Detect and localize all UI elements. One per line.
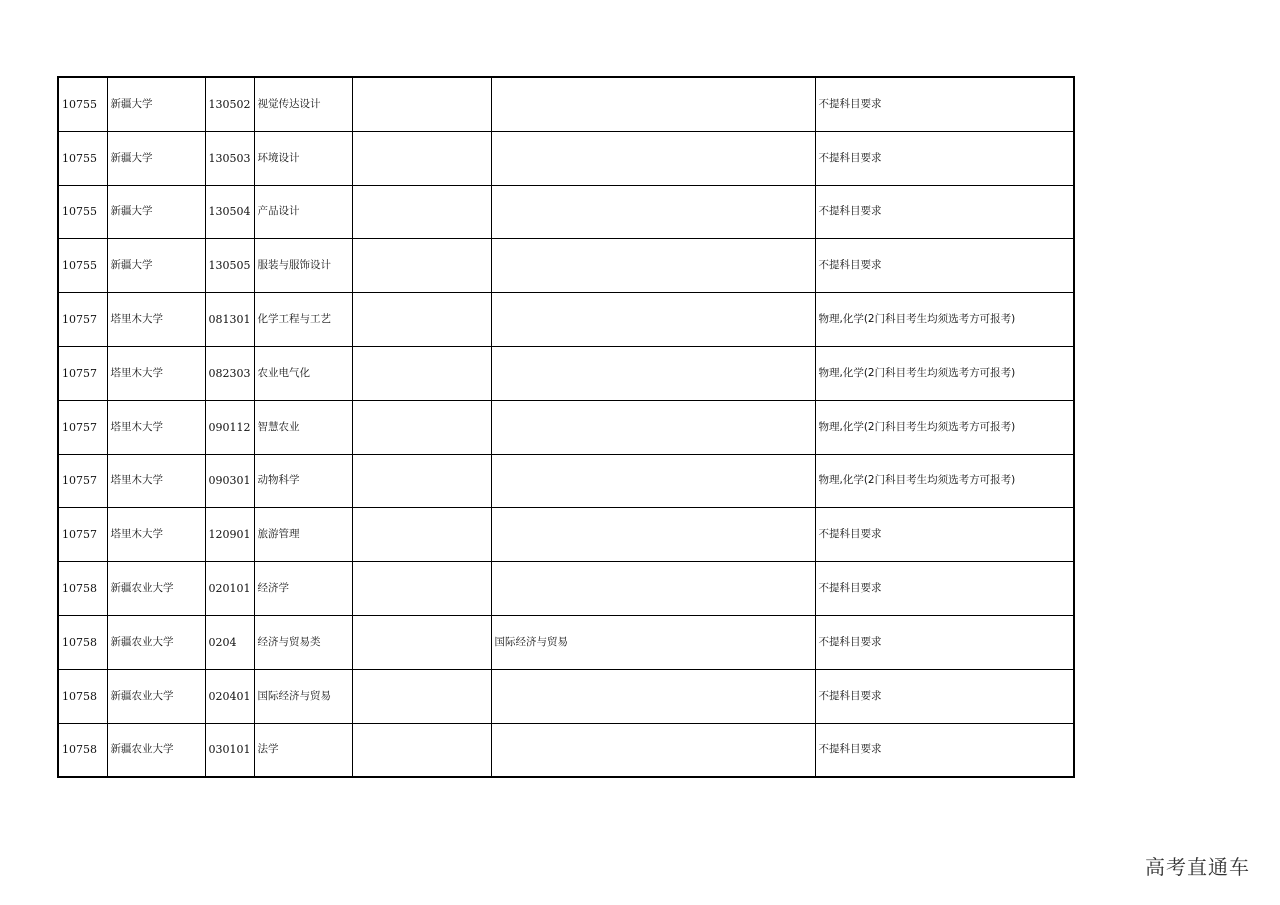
school-name-cell: 塔里木大学	[107, 400, 205, 454]
major-name-cell: 农业电气化	[254, 346, 352, 400]
school-name-cell: 新疆农业大学	[107, 562, 205, 616]
major-code-cell: 0204	[205, 615, 254, 669]
subject-requirement-cell: 不提科目要求	[815, 185, 1074, 239]
subject-requirement-cell: 不提科目要求	[815, 508, 1074, 562]
school-code-cell: 10755	[58, 185, 107, 239]
major-code-cell: 020401	[205, 669, 254, 723]
included-majors-cell	[491, 293, 815, 347]
empty-cell	[352, 454, 491, 508]
school-name-cell: 新疆大学	[107, 77, 205, 131]
included-majors-cell	[491, 508, 815, 562]
table-row	[58, 400, 1074, 454]
included-majors-cell	[491, 131, 815, 185]
major-name-cell: 环境设计	[254, 131, 352, 185]
major-code-cell: 020101	[205, 562, 254, 616]
empty-cell	[352, 77, 491, 131]
major-code-cell: 130502	[205, 77, 254, 131]
empty-cell	[352, 346, 491, 400]
empty-cell	[352, 185, 491, 239]
table-row	[58, 562, 1074, 616]
table-row	[58, 615, 1074, 669]
table-row	[58, 723, 1074, 777]
table-row	[58, 346, 1074, 400]
school-name-cell: 塔里木大学	[107, 293, 205, 347]
major-code-cell: 090301	[205, 454, 254, 508]
school-name-cell: 塔里木大学	[107, 346, 205, 400]
major-name-cell: 智慧农业	[254, 400, 352, 454]
school-code-cell: 10755	[58, 239, 107, 293]
table-row	[58, 508, 1074, 562]
subject-requirement-cell: 不提科目要求	[815, 131, 1074, 185]
school-code-cell: 10758	[58, 562, 107, 616]
empty-cell	[352, 400, 491, 454]
school-code-cell: 10755	[58, 131, 107, 185]
empty-cell	[352, 239, 491, 293]
school-name-cell: 新疆大学	[107, 239, 205, 293]
subject-requirement-cell: 物理,化学(2门科目考生均须选考方可报考)	[815, 293, 1074, 347]
table-row	[58, 77, 1074, 131]
empty-cell	[352, 131, 491, 185]
school-code-cell: 10755	[58, 77, 107, 131]
included-majors-cell	[491, 77, 815, 131]
empty-cell	[352, 508, 491, 562]
subject-requirement-cell: 不提科目要求	[815, 77, 1074, 131]
major-code-cell: 030101	[205, 723, 254, 777]
table-row	[58, 239, 1074, 293]
school-name-cell: 新疆农业大学	[107, 723, 205, 777]
subject-requirement-cell: 不提科目要求	[815, 615, 1074, 669]
subject-requirement-cell: 不提科目要求	[815, 562, 1074, 616]
major-name-cell: 旅游管理	[254, 508, 352, 562]
major-code-cell: 120901	[205, 508, 254, 562]
table-row	[58, 669, 1074, 723]
major-code-cell: 090112	[205, 400, 254, 454]
school-code-cell: 10758	[58, 723, 107, 777]
included-majors-cell	[491, 185, 815, 239]
admission-requirements-table	[57, 76, 1075, 778]
table-row	[58, 293, 1074, 347]
major-code-cell: 082303	[205, 346, 254, 400]
major-name-cell: 视觉传达设计	[254, 77, 352, 131]
table-row	[58, 131, 1074, 185]
included-majors-cell: 国际经济与贸易	[491, 615, 815, 669]
school-code-cell: 10758	[58, 669, 107, 723]
included-majors-cell	[491, 669, 815, 723]
school-name-cell: 新疆大学	[107, 131, 205, 185]
table-body	[58, 77, 1074, 777]
major-name-cell: 服装与服饰设计	[254, 239, 352, 293]
major-code-cell: 130504	[205, 185, 254, 239]
school-code-cell: 10757	[58, 346, 107, 400]
empty-cell	[352, 293, 491, 347]
subject-requirement-cell: 物理,化学(2门科目考生均须选考方可报考)	[815, 400, 1074, 454]
subject-requirement-cell: 不提科目要求	[815, 723, 1074, 777]
school-code-cell: 10757	[58, 400, 107, 454]
major-name-cell: 经济学	[254, 562, 352, 616]
subject-requirement-cell: 物理,化学(2门科目考生均须选考方可报考)	[815, 454, 1074, 508]
empty-cell	[352, 562, 491, 616]
included-majors-cell	[491, 454, 815, 508]
school-code-cell: 10757	[58, 293, 107, 347]
included-majors-cell	[491, 239, 815, 293]
major-name-cell: 产品设计	[254, 185, 352, 239]
major-code-cell: 081301	[205, 293, 254, 347]
included-majors-cell	[491, 562, 815, 616]
major-name-cell: 国际经济与贸易	[254, 669, 352, 723]
major-name-cell: 动物科学	[254, 454, 352, 508]
major-name-cell: 化学工程与工艺	[254, 293, 352, 347]
subject-requirement-cell: 物理,化学(2门科目考生均须选考方可报考)	[815, 346, 1074, 400]
empty-cell	[352, 669, 491, 723]
school-name-cell: 新疆农业大学	[107, 669, 205, 723]
major-name-cell: 法学	[254, 723, 352, 777]
included-majors-cell	[491, 346, 815, 400]
school-name-cell: 塔里木大学	[107, 508, 205, 562]
major-code-cell: 130503	[205, 131, 254, 185]
major-code-cell: 130505	[205, 239, 254, 293]
included-majors-cell	[491, 400, 815, 454]
school-name-cell: 新疆大学	[107, 185, 205, 239]
empty-cell	[352, 723, 491, 777]
school-code-cell: 10758	[58, 615, 107, 669]
included-majors-cell	[491, 723, 815, 777]
school-name-cell: 塔里木大学	[107, 454, 205, 508]
table-row	[58, 454, 1074, 508]
empty-cell	[352, 615, 491, 669]
school-name-cell: 新疆农业大学	[107, 615, 205, 669]
major-name-cell: 经济与贸易类	[254, 615, 352, 669]
subject-requirement-cell: 不提科目要求	[815, 239, 1074, 293]
watermark-text: 高考直通车	[1145, 855, 1250, 879]
school-code-cell: 10757	[58, 508, 107, 562]
school-code-cell: 10757	[58, 454, 107, 508]
subject-requirement-cell: 不提科目要求	[815, 669, 1074, 723]
table-row	[58, 185, 1074, 239]
